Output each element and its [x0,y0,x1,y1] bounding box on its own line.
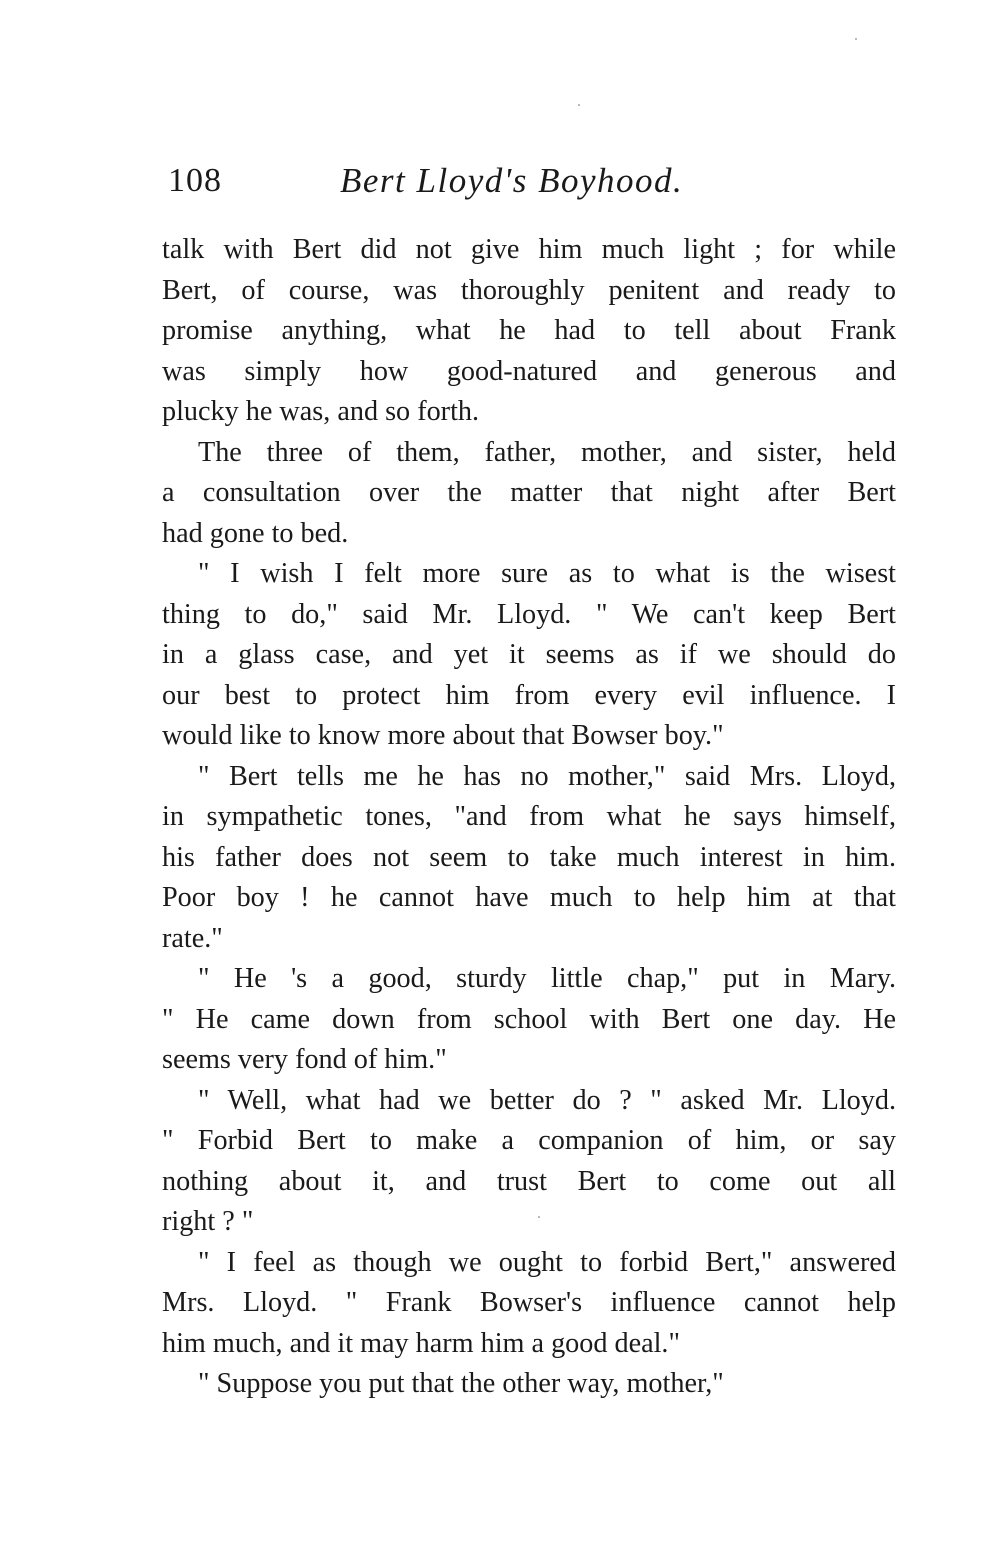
text-line: Poor boy ! he cannot have much to help him at that [162,882,896,913]
speck [578,104,580,106]
text-line: " Bert tells me he has no mother," said Mrs. Lloyd, [198,760,896,792]
text-line: in sympathetic tones, "and from what he says himself, [162,801,896,832]
page-number: 108 [168,162,222,199]
text-line: Mrs. Lloyd. " Frank Bowser's influence cannot help [162,1287,896,1318]
text-line: a consultation over the matter that night after Bert [162,477,896,508]
text-line: his father does not seem to take much interest in him. [162,841,896,873]
text-line: nothing about it, and trust Bert to come out all [162,1165,896,1197]
text-line: plucky he was, and so forth. [162,396,480,427]
text-line: right ? " [162,1206,254,1237]
text-line: " Forbid Bert to make a companion of him, or say [162,1125,896,1156]
text-line: our best to protect him from every evil influence. I [162,679,896,711]
page-header [168,156,888,216]
text-line: " He 's a good, sturdy little chap," put in Mary. [198,963,896,994]
paragraph [162,959,896,1081]
text-line: The three of them, father, mother, and sister, held [198,436,896,468]
paragraph [162,554,896,757]
text-line: talk with Bert did not give him much light ; for while [162,234,896,265]
text-line: in a glass case, and yet it seems as if we should do [162,639,896,670]
speck [855,38,857,40]
text-line: rate." [162,922,223,954]
paragraph [162,757,896,960]
text-line: had gone to bed. [162,517,349,549]
text-line: " He came down from school with Bert one day. He [162,1003,896,1035]
text-line: him much, and it may harm him a good deal." [162,1327,680,1359]
text-line: would like to know more about that Bowser boy." [162,720,724,751]
paragraph [162,230,896,433]
text-line: was simply how good-natured and generous and [162,355,896,387]
paragraph [162,1364,896,1405]
paragraph [162,1081,896,1243]
running-title: Bert Lloyd's Boyhood. [340,161,684,200]
paragraph [162,433,896,555]
text-line: thing to do," said Mr. Lloyd. " We can't keep Bert [162,598,896,630]
paragraph [162,1243,896,1365]
text-line: promise anything, what he had to tell about Frank [162,315,896,346]
text-line: " I wish I felt more sure as to what is the wisest [198,558,896,589]
text-line: seems very fond of him." [162,1044,447,1075]
speck [538,1216,540,1218]
text-line: " I feel as though we ought to forbid Bert," answered [198,1246,896,1278]
text-line: " Well, what had we better do ? " asked Mr. Lloyd. [198,1084,896,1116]
body-text [162,230,896,1405]
text-line: Bert, of course, was thoroughly penitent and ready to [162,274,896,306]
text-line: " Suppose you put that the other way, mother," [198,1368,724,1399]
